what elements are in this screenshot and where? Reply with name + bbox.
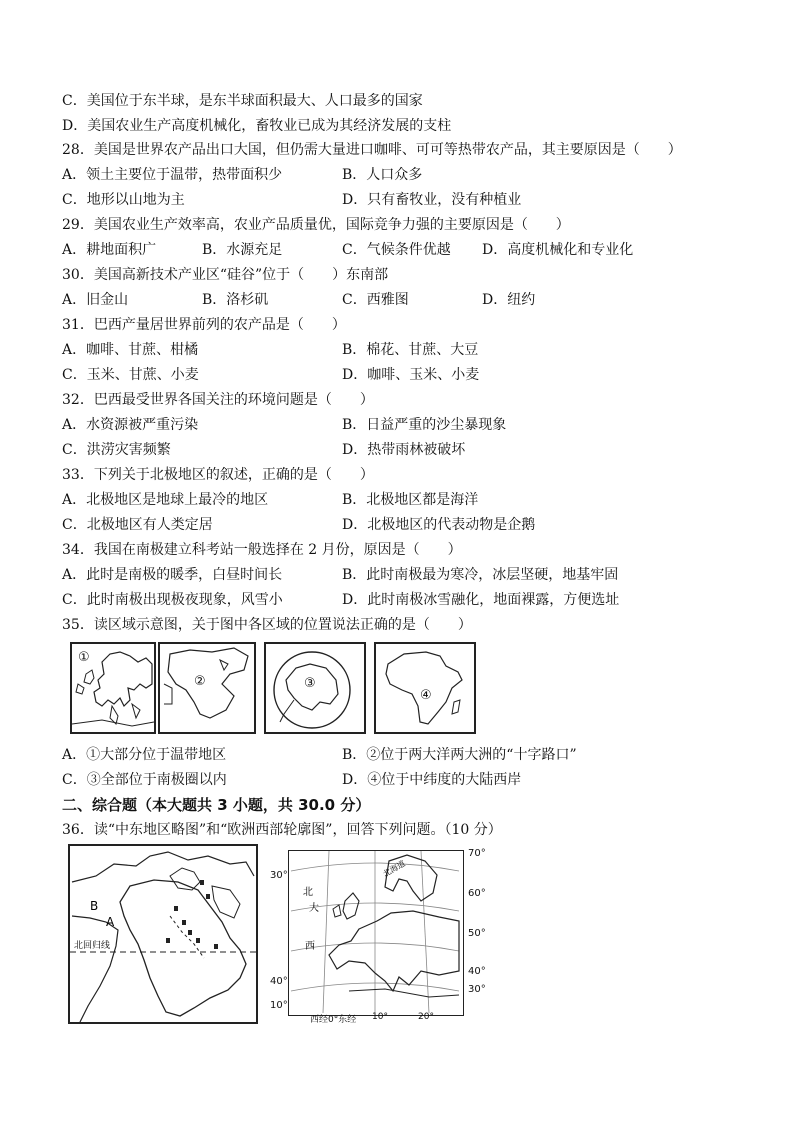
- q28-option-d: D．只有畜牧业，没有种植业: [342, 192, 522, 208]
- q35-map-1-label: ①: [78, 650, 90, 665]
- q29-option-b: B．水源充足: [202, 242, 283, 258]
- q29-option-c: C．气候条件优越: [342, 242, 451, 258]
- europe-left-lat-30: 30°: [270, 870, 288, 881]
- q33-option-c: C．北极地区有人类定居: [62, 517, 213, 533]
- q32-option-a: A．水资源被严重污染: [62, 417, 199, 433]
- q34-stem: 34．我国在南极建立科考站一般选择在 2 月份，原因是（ ）: [62, 542, 462, 558]
- q32-option-d: D．热带雨林被破坏: [342, 442, 466, 458]
- q35-option-c: C．③全部位于南极圈以内: [62, 772, 227, 788]
- mideast-label-b: B: [90, 899, 99, 913]
- q33-stem: 33．下列关于北极地区的叙述，正确的是（ ）: [62, 467, 374, 483]
- section-2-heading: 二、综合题（本大题共 3 小题，共 30.0 分）: [62, 796, 371, 814]
- q34-option-c: C．此时南极出现极夜现象，风雪小: [62, 592, 283, 608]
- q35-map-1-europe: [70, 642, 156, 734]
- europe-lat-70: 70°: [468, 848, 486, 859]
- europe-left-lat-40: 40°: [270, 976, 288, 987]
- q35-option-a: A．①大部分位于温带地区: [62, 747, 227, 763]
- q30-option-c: C．西雅图: [342, 292, 409, 308]
- q29-option-a: A．耕地面积广: [62, 242, 157, 258]
- q33-option-a: A．北极地区是地球上最冷的地区: [62, 492, 269, 508]
- europe-lon-20: 20°: [418, 1012, 434, 1022]
- q29-option-d: D．高度机械化和专业化: [482, 242, 634, 258]
- q32-option-c: C．洪涝灾害频繁: [62, 442, 171, 458]
- europe-lat-50: 50°: [468, 928, 486, 939]
- q30-option-a: A．旧金山: [62, 292, 129, 308]
- q28-option-a: A．领土主要位于温带，热带面积少: [62, 167, 283, 183]
- mideast-label-a: A: [106, 915, 115, 929]
- q34-option-a: A．此时是南极的暖季，白昼时间长: [62, 567, 283, 583]
- q32-option-b: B．日益严重的沙尘暴现象: [342, 417, 507, 433]
- q31-stem: 31．巴西产量居世界前列的农产品是（ ）: [62, 317, 346, 333]
- europe-label-bei: 北: [303, 887, 313, 898]
- europe-label-da: 大: [309, 903, 319, 914]
- q35-map-4-label: ④: [420, 688, 432, 703]
- q27-option-c: C．美国位于东半球，是东半球面积最大、人口最多的国家: [62, 93, 423, 109]
- europe-lat-30: 30°: [468, 984, 486, 995]
- q28-option-b: B．人口众多: [342, 167, 423, 183]
- q36-middle-east-map: [68, 844, 258, 1024]
- q35-map-4-africa: [374, 642, 476, 734]
- q34-option-b: B．此时南极最为寒冷，冰层坚硬，地基牢固: [342, 567, 619, 583]
- q30-option-b: B．洛杉矶: [202, 292, 269, 308]
- q35-map-2-label: ②: [194, 674, 206, 689]
- q31-option-c: C．玉米、甘蔗、小麦: [62, 367, 199, 383]
- q35-map-3-label: ③: [304, 676, 316, 691]
- europe-left-lon-10: 10°: [270, 1000, 288, 1011]
- middle-east-map-figure: [70, 846, 256, 1022]
- q36-stem: 36．读“中东地区略图”和“欧洲西部轮廓图”，回答下列问题。（10 分）: [62, 822, 502, 838]
- q27-option-d: D．美国农业生产高度机械化，畜牧业已成为其经济发展的支柱: [62, 118, 452, 134]
- q28-stem: 28．美国是世界农产品出口大国，但仍需大量进口咖啡、可可等热带农产品，其主要原因是（ ）: [62, 142, 682, 158]
- europe-lat-60: 60°: [468, 888, 486, 899]
- europe-sea-label: 北海道: [381, 858, 407, 879]
- q31-option-b: B．棉花、甘蔗、大豆: [342, 342, 479, 358]
- q32-stem: 32．巴西最受世界各国关注的环境问题是（ ）: [62, 392, 374, 408]
- q30-option-d: D．纽约: [482, 292, 536, 308]
- europe-label-xi: 西: [305, 941, 315, 952]
- q28-option-c: C．地形以山地为主: [62, 192, 185, 208]
- q30-stem: 30．美国高新技术产业区“硅谷”位于（ ）东南部: [62, 267, 389, 283]
- q35-stem: 35．读区域示意图，关于图中各区域的位置说法正确的是（ ）: [62, 617, 472, 633]
- europe-lon-10: 10°: [372, 1012, 388, 1022]
- q34-option-d: D．此时南极冰雪融化，地面裸露，方便选址: [342, 592, 620, 608]
- europe-map-figure: [289, 851, 461, 1013]
- q35-map-3-antarctica: [264, 642, 366, 734]
- europe-bottom-label: 西经0°东经: [310, 1015, 357, 1025]
- europe-lat-40: 40°: [468, 966, 486, 977]
- mideast-tropic-label: 北回归线: [74, 941, 111, 951]
- q36-europe-map: [288, 850, 464, 1016]
- q29-stem: 29．美国农业生产效率高，农业产品质量优，国际竞争力强的主要原因是（ ）: [62, 217, 570, 233]
- q35-option-d: D．④位于中纬度的大陆西岸: [342, 772, 522, 788]
- q33-option-b: B．北极地区都是海洋: [342, 492, 479, 508]
- q31-option-d: D．咖啡、玉米、小麦: [342, 367, 480, 383]
- q33-option-d: D．北极地区的代表动物是企鹅: [342, 517, 536, 533]
- q35-map-2-middle-east: [158, 642, 256, 734]
- middle-east-outline-icon: [160, 644, 254, 732]
- q35-option-b: B．②位于两大洋两大洲的“十字路口”: [342, 747, 577, 763]
- q31-option-a: A．咖啡、甘蔗、柑橘: [62, 342, 199, 358]
